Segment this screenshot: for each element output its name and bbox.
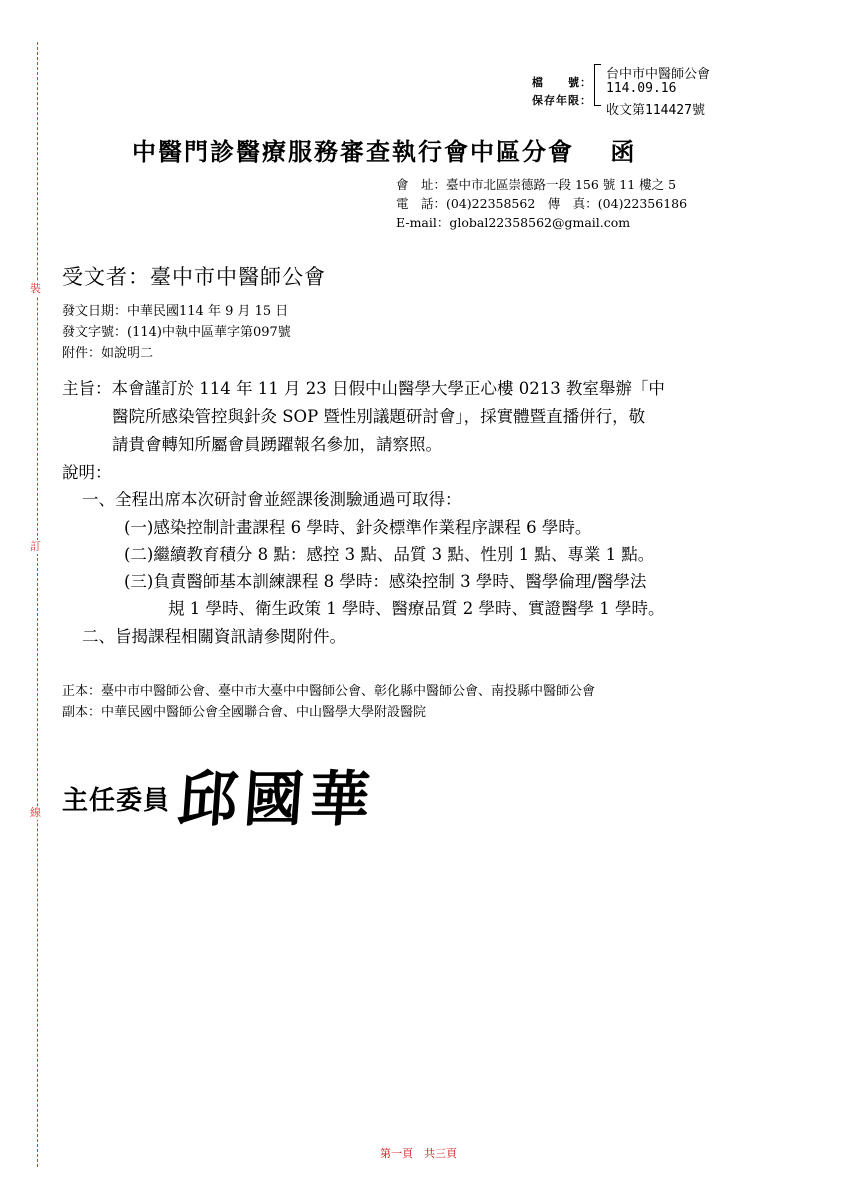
archive-receipt-no: 收文第114427號 bbox=[606, 103, 705, 118]
explanation-item-1: 一、全程出席本次研討會並經課後測驗通過可取得： bbox=[82, 490, 462, 509]
explanation-sub-3-line-1: (三)負責醫師基本訓練課程 8 學時：感染控制 3 學時、醫學倫理/醫學法 bbox=[124, 572, 647, 591]
signature-name: 邱國華 bbox=[175, 765, 379, 835]
contact-phone-fax: 電 話：(04)22358562 傳 真：(04)22356186 bbox=[396, 196, 688, 211]
subject-line-3: 請貴會轉知所屬會員踴躍報名參加，請察照。 bbox=[112, 435, 442, 454]
explanation-item-2: 二、旨揭課程相關資訊請參閱附件。 bbox=[82, 627, 346, 646]
binding-mark-zhuang: 裝 bbox=[30, 282, 41, 295]
explanation-sub-1: (一)感染控制計畫課程 6 學時、針灸標準作業程序課程 6 學時。 bbox=[124, 518, 592, 537]
file-no-label: 檔 號： bbox=[532, 76, 592, 89]
distribution-original: 正本：臺中市中醫師公會、臺中市大臺中中醫師公會、彰化縣中醫師公會、南投縣中醫師公會 bbox=[62, 684, 596, 699]
binding-mark-ding: 訂 bbox=[30, 540, 41, 553]
recipient: 受文者：臺中市中醫師公會 bbox=[62, 265, 326, 289]
subject-line-1: 主旨：本會謹訂於 114 年 11 月 23 日假中山醫學大學正心樓 0213 教室舉辦「中 bbox=[62, 379, 665, 398]
page-footer: 第一頁 共三頁 bbox=[380, 1147, 457, 1160]
explanation-sub-2: (二)繼續教育積分 8 點：感控 3 點、品質 3 點、性別 1 點、專業 1 點。 bbox=[124, 545, 655, 564]
binding-line bbox=[37, 42, 38, 1167]
signature-title: 主任委員 bbox=[62, 786, 171, 816]
issue-date: 發文日期：中華民國114 年 9 月 15 日 bbox=[62, 304, 289, 319]
doc-number: 發文字號：(114)中執中區華字第097號 bbox=[62, 325, 291, 340]
retention-label: 保存年限： bbox=[532, 94, 592, 107]
subject-line-2: 醫院所感染管控與針灸 SOP 暨性別議題研討會」，採實體暨直播併行，敬 bbox=[112, 407, 646, 426]
archive-receiver: 台中市中醫師公會 bbox=[606, 67, 711, 82]
distribution-copy: 副本：中華民國中醫師公會全國聯合會、中山醫學大學附設醫院 bbox=[62, 705, 427, 720]
archive-bracket bbox=[594, 64, 601, 106]
document-title: 中醫門診醫療服務審查執行會中區分會 函 bbox=[132, 137, 637, 166]
explanation-sub-3-line-2: 規 1 學時、衛生政策 1 學時、醫療品質 2 學時、實證醫學 1 學時。 bbox=[168, 599, 665, 618]
binding-mark-xian: 線 bbox=[30, 806, 41, 819]
explanation-label: 說明： bbox=[62, 463, 112, 482]
archive-date: 114.09.16 bbox=[606, 81, 677, 96]
contact-email: E-mail：global22358562@gmail.com bbox=[396, 215, 631, 230]
attachment-note: 附件：如說明二 bbox=[62, 346, 154, 361]
contact-address: 會 址：臺中市北區崇德路一段 156 號 11 樓之 5 bbox=[396, 177, 677, 192]
